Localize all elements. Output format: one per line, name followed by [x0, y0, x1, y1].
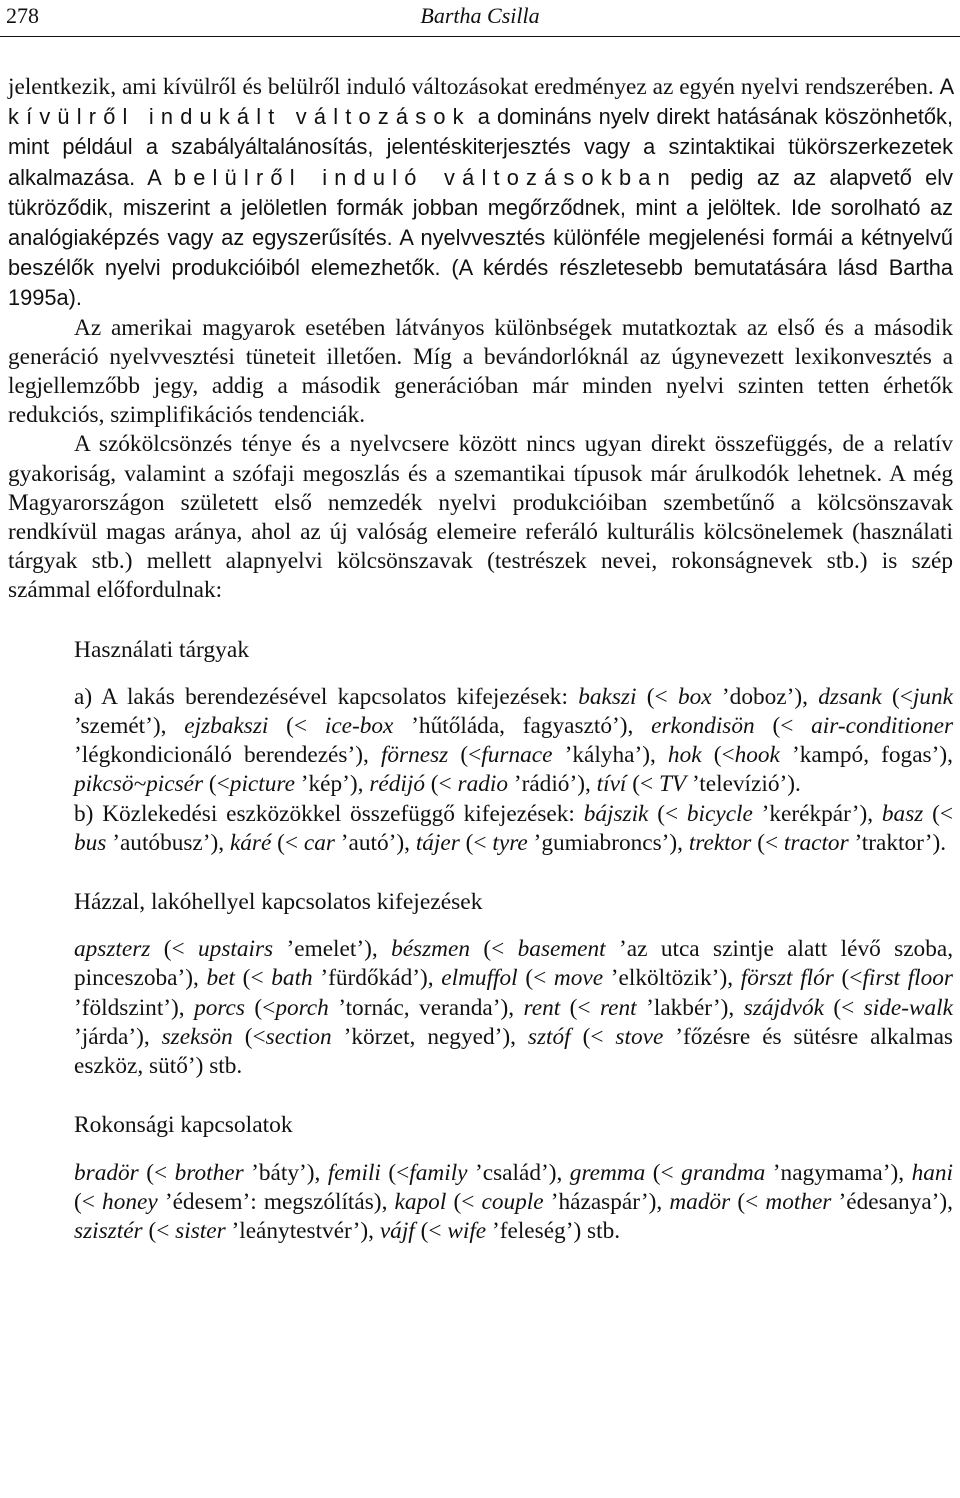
page-header — [0, 0, 960, 37]
running-head-author: Bartha Csilla — [420, 3, 540, 28]
section-heading: Rokonsági kapcsolatok — [74, 1112, 293, 1139]
paragraph-2: Az amerikai magyarok esetében látványos különbségek mutatkoztak az első és a második generáció nyelvvesztési tüneteit illetően. Míg a bevándorlóknál az úgynevezett lexikonvesztés a legjellemzőbb jegy, addig a második generációban már minden nyelvi szinten tetten érhetők redukciós, szimplifikációs tendenciák. — [8, 314, 953, 429]
paragraph-3: A szókölcsönzés ténye és a nyelvcsere között nincs ugyan direkt összefüggés, de a relatív gyakoriság, valamint a szófaji megoszlás és a szemantikai típusok már árulkodók lehetnek. A még Magyarországon született első nemzedék nyelvi produkcióiban szembetűnő a kölcsönszavak rendkívül magas aránya, ahol az új valóság elemeire referáló kulturális kölcsönelemek (használati tárgyak stb.) mellett alapnyelvi kölcsönszavak (testrészek nevei, rokonságnevek stb.) is szép számmal előfordulnak: — [8, 431, 953, 604]
page-number: 278 — [6, 3, 39, 28]
example-paragraph: apszterz (< upstairs ’emelet’), bészmen (< basement ’az utca szintje alatt lévő szoba, pinceszoba’), bet (< bath ’fürdőkád’), elmuffol (< move ’elköltözik’), förszt flór (<first floor ’földszint’), porcs (<porch ’tornác, veranda’), rent (< rent ’lakbér’), szájdvók (< side-walk ’járda’), szeksön (<section ’körzet, negyed’), sztóf (< stove ’főzésre és sütésre alkalmas eszköz, sütő’) stb. — [74, 936, 954, 1080]
paragraph-1: jelentkezik, ami kívülről és belülről induló változásokat eredményez az egyén nyelvi rendszerében. A kívülről indukált változások a domináns nyelv direkt hatásának köszönhetők, mint például a szabályáltalánosítás, jelentéskiterjesztés vagy a szintaktikai tükörszerkezetek alkalmazása. A belülről induló változásokban pedig az az alapvető elv tükröződik, miszerint a jelöletlen formák jobban megőrződnek, mint a jelöltek. Ide sorolható az analógiaképzés vagy az egyszerűsítés. A nyelvvesztés különféle megjelenési formái a kétnyelvű beszélők nyelvi produkcióiból elemezhetők. (A kérdés részletesebb bemutatására lásd Bartha 1995a). — [8, 74, 953, 311]
example-paragraph: b) Közlekedési eszközökkel összefüggő kifejezések: bájszik (< bicycle ’kerékpár’), basz (< bus ’autóbusz’), káré (< car ’autó’), tájer (< tyre ’gumiabroncs’), trektor (< tractor ’traktor’). — [74, 800, 954, 856]
example-paragraph: bradör (< brother ’báty’), femili (<family ’család’), gremma (< grandma ’nagymama’), hani (< honey ’édesem’: megszólítás), kapol (< couple ’házaspár’), madör (< mother ’édesanya’), szisztér (< sister ’leánytestvér’), vájf (< wife ’feleség’) stb. — [74, 1159, 954, 1244]
section-heading: Házzal, lakóhellyel kapcsolatos kifejezések — [74, 889, 483, 916]
page-body — [8, 72, 953, 1246]
spaced-term: kívülről indukált változások — [8, 104, 471, 130]
section-heading: Használati tárgyak — [74, 636, 250, 663]
spaced-term: belülről induló változásokban — [173, 164, 677, 190]
example-paragraph: a) A lakás berendezésével kapcsolatos kifejezések: bakszi (< box ’doboz’), dzsank (<junk ’szemét’), ejzbakszi (< ice-box ’hűtőláda, fagyasztó’), erkondisön (< air-conditioner ’légkondicionáló berendezés’), förnesz (<furnace ’kályha’), hok (<hook ’kampó, fogas’), pikcsö~picsér (<picture ’kép’), rédijó (< radio ’rádió’), tíví (< TV ’televízió’). — [74, 683, 954, 798]
